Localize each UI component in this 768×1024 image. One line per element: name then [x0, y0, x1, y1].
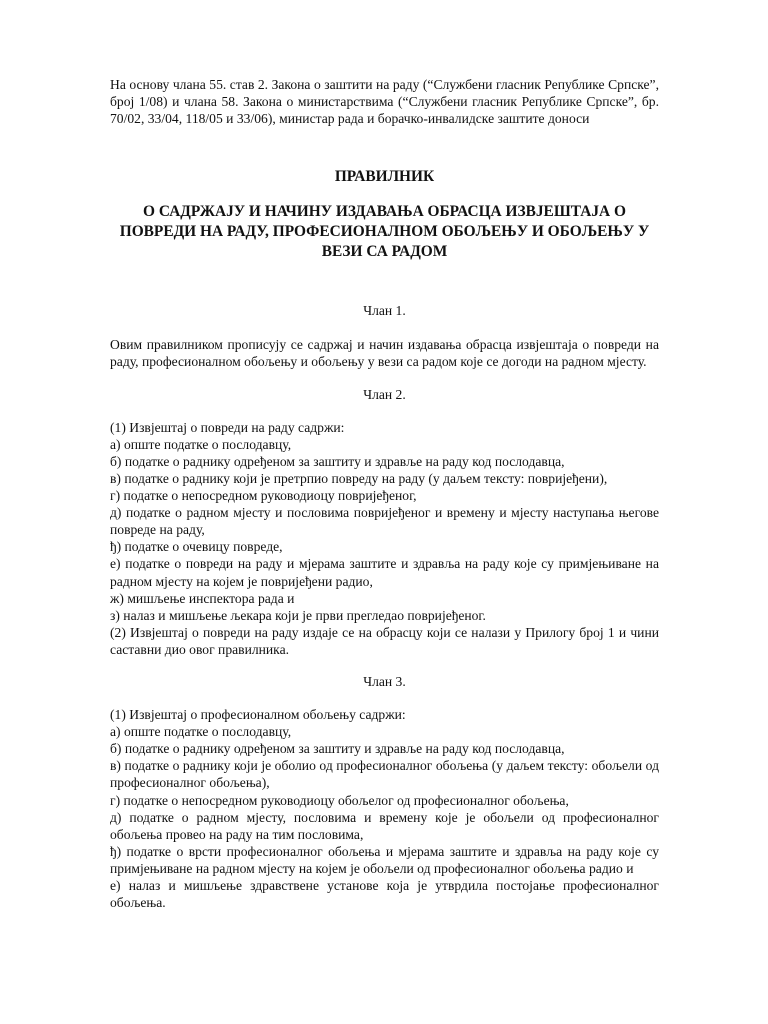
- preamble: На основу члана 55. став 2. Закона о заштити на раду (“Службени гласник Републике Српске”, број 1/08) и члана 58. Закона о министарствима (“Службени гласник Републике Српске”, бр. 70/02, 33/04, 118/05 и 33/06), министар рада и борачко-инвалидске заштите доноси: [110, 77, 659, 127]
- article-2-item: (1) Извјештај о повреди на раду садржи:: [110, 419, 345, 435]
- article-2-item: ж) мишљење инспектора рада и: [110, 590, 295, 606]
- article-3-item: д) податке о радном мјесту, пословима и времену које је обољели од професионалног обољења провео на раду на тим пословима,: [110, 809, 659, 842]
- article-2-item: ђ) податке о очевицу повреде,: [110, 539, 283, 555]
- article-2-item: з) налаз и мишљење љекара који је први прегледао повријеђеног.: [110, 607, 486, 623]
- article-3-item: б) податке о раднику одређеном за заштиту и здравље на раду код послодавца,: [110, 741, 565, 757]
- article-2-item: е) податке о повреди на раду и мјерама заштите и здравља на раду које су примјењиване на радном мјесту на којем је повријеђени радио,: [110, 556, 659, 589]
- article-3-item: г) податке о непосредном руководиоцу обољелог од професионалног обољења,: [110, 792, 569, 808]
- article-1-heading: Члан 1.: [363, 303, 406, 319]
- article-3-body: [110, 706, 659, 911]
- article-2-item: б) податке о раднику одређеном за заштиту и здравље на раду код послодавца,: [110, 453, 565, 469]
- article-2-item: в) податке о раднику који је претрпио повреду на раду (у даљем тексту: повријеђени),: [110, 470, 608, 486]
- document-page: [110, 76, 659, 911]
- article-3-item: в) податке о раднику који је оболио од професионалног обољења (у даљем тексту: обољели од професионалног обољења),: [110, 758, 659, 791]
- article-2-body: [110, 419, 659, 658]
- article-2-item: (2) Извјештај о повреди на раду издаје се на обрасцу који се налази у Прилогу број 1 и чини саставни дио овог правилника.: [110, 624, 659, 657]
- article-3-item: а) опште податке о послодавцу,: [110, 724, 292, 740]
- article-3-heading: Члан 3.: [363, 673, 406, 689]
- article-3-item: е) налаз и мишљење здравствене установе која је утврдила постојање професионалног обољења.: [110, 878, 659, 911]
- article-2-item: г) податке о непосредном руководиоцу повријеђеног,: [110, 488, 417, 504]
- article-2-heading: Члан 2.: [363, 386, 406, 402]
- article-2-item: д) податке о радном мјесту и пословима повријеђеног и времену и мјесту наступања његове повреде на раду,: [110, 505, 659, 538]
- article-3-item: ђ) податке о врсти професионалног обољења и мјерама заштите и здравља на раду које су примјењиване на радном мјесту на којем је обољели од професионалног обољења радио и: [110, 843, 659, 876]
- article-1-text: Овим правилником прописују се садржај и начин издавања обрасца извјештаја о повреди на раду, професионалном обољењу и обољењу у вези са радом које се догоди на радном мјесту.: [110, 337, 659, 370]
- article-3-item: (1) Извјештај о професионалном обољењу садржи:: [110, 707, 406, 723]
- article-2-item: а) опште податке о послодавцу,: [110, 436, 292, 452]
- document-title: ПРАВИЛНИК: [334, 168, 435, 186]
- document-subtitle: О САДРЖАЈУ И НАЧИНУ ИЗДАВАЊА ОБРАСЦА ИЗВЈЕШТАЈА О ПОВРЕДИ НА РАДУ, ПРОФЕСИОНАЛНОМ ОБОЉЕЊУ И ОБОЉЕЊУ У ВЕЗИ СА РАДОМ: [119, 203, 650, 261]
